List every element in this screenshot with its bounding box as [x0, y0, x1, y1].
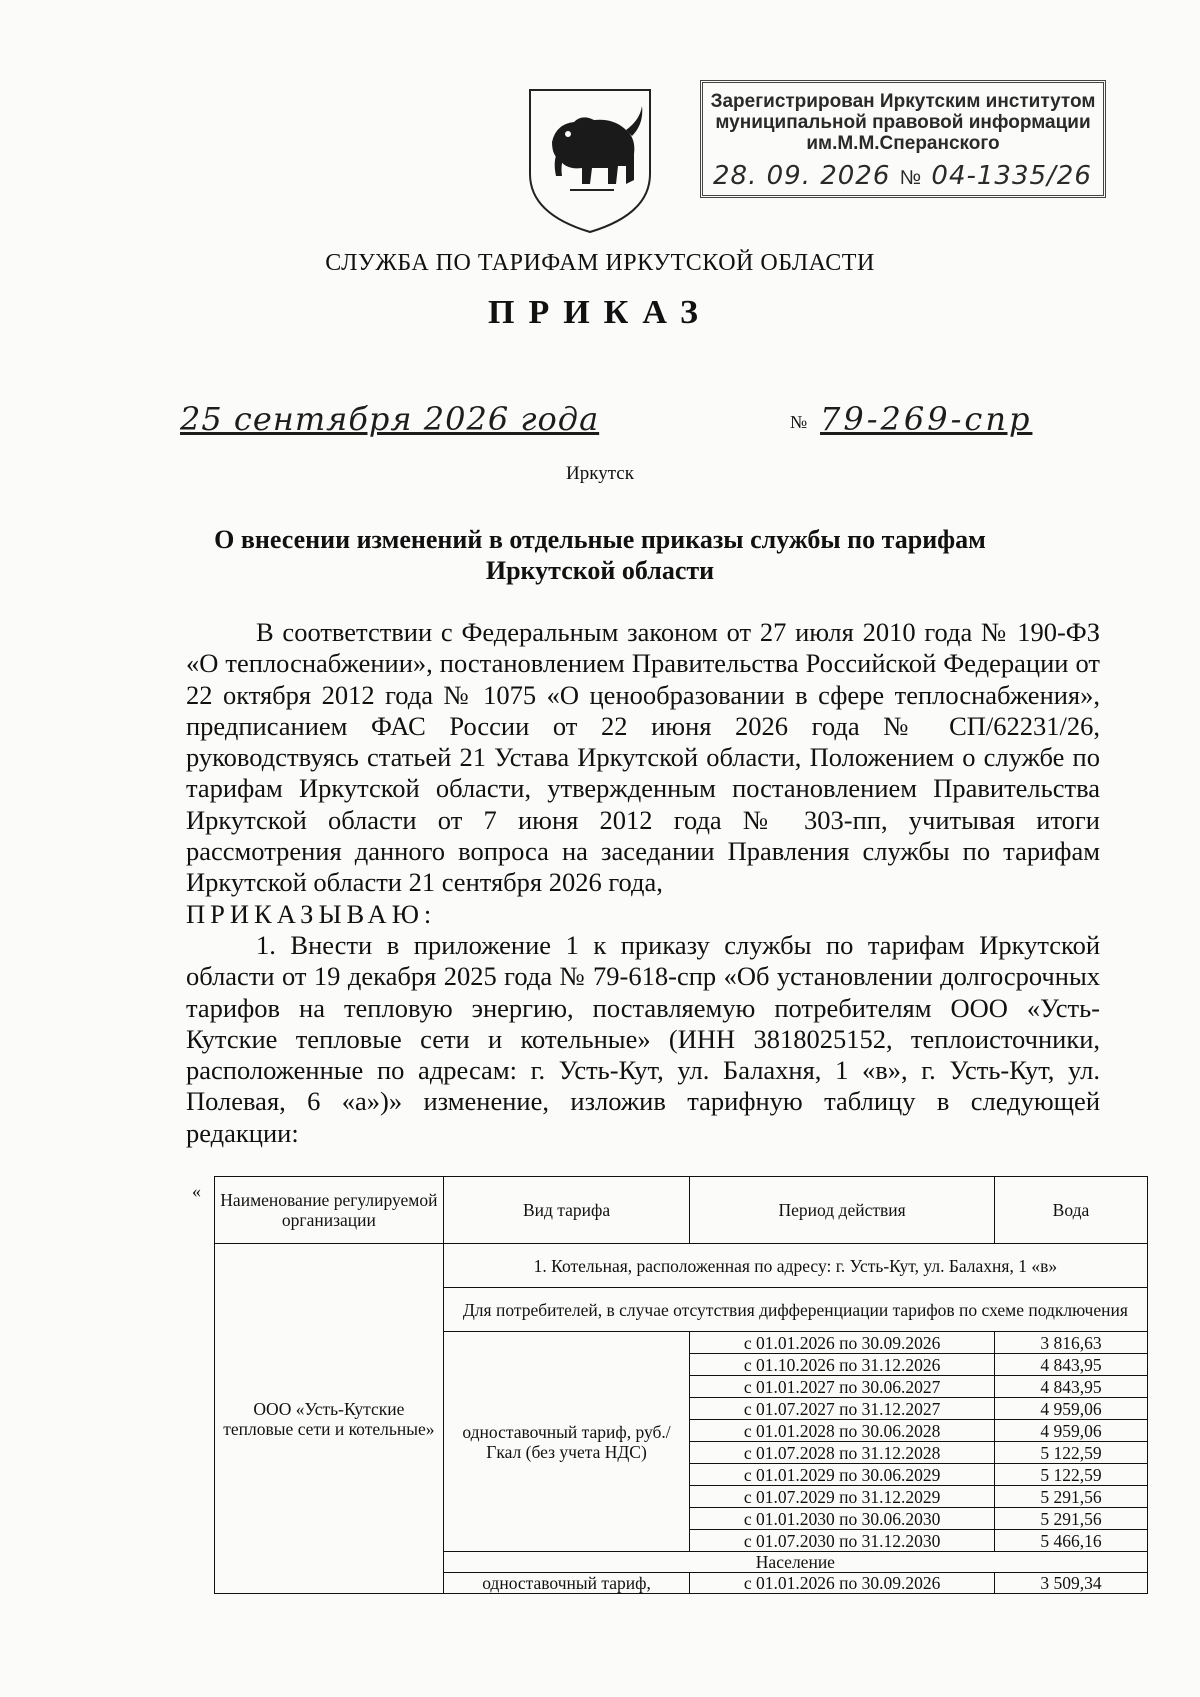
period-cell: с 01.07.2027 по 31.12.2027 [690, 1398, 995, 1420]
value-cell: 4 959,06 [994, 1420, 1147, 1442]
stamp-line-1: Зарегистрирован Иркутским институтом [710, 91, 1096, 112]
table-opening-quote: « [192, 1181, 201, 1201]
period-cell: с 01.10.2026 по 31.12.2026 [690, 1354, 995, 1376]
value-cell: 5 466,16 [994, 1530, 1147, 1552]
period-cell: с 01.07.2030 по 31.12.2030 [690, 1530, 995, 1552]
period-cell: с 01.01.2027 по 30.06.2027 [690, 1376, 995, 1398]
period-cell: с 01.07.2029 по 31.12.2029 [690, 1486, 995, 1508]
value-cell: 4 843,95 [994, 1376, 1147, 1398]
period-cell: с 01.01.2028 по 30.06.2028 [690, 1420, 995, 1442]
stamp-number: 04-1335/26 [931, 161, 1092, 191]
stamp-line-2: муниципальной правовой информации [715, 112, 1091, 133]
stamp-no-label: № [899, 167, 923, 189]
population-value: 3 509,34 [994, 1573, 1147, 1594]
issuing-authority: СЛУЖБА ПО ТАРИФАМ ИРКУТСКОЙ ОБЛАСТИ [325, 250, 875, 276]
prikazyvayu-line: ПРИКАЗЫВАЮ: [186, 898, 437, 929]
value-cell: 4 959,06 [994, 1398, 1147, 1420]
population-tariff-type: одноставочный тариф, [443, 1573, 690, 1594]
org-name-cell: ООО «Усть-Кутские тепловые сети и котельные» [215, 1244, 444, 1594]
header-period: Период действия [690, 1177, 995, 1244]
stamp-date: 28. 09. 2026 [713, 161, 891, 191]
item-1-paragraph: 1. Внести в приложение 1 к приказу службы по тарифам Иркутской области от 19 декабря 2025 года № 79-618-спр «Об установлении долгосрочных тарифов на тепловую энергию, поставляемую потребителям ООО «Усть-Кутские тепловые сети и котельные» (ИНН 3818025152, теплоисточники, расположенные по адресам: г. Усть-Кут, ул. Балахня, 1 «в», г. Усть-Кут, ул. Полевая, 6 «а»)» изменение, изложив тарифную таблицу в следующей редакции: [186, 929, 1100, 1148]
value-cell: 3 816,63 [994, 1332, 1147, 1354]
handwritten-order-date: 25 сентября 2026 года [180, 400, 600, 438]
value-cell: 4 843,95 [994, 1354, 1147, 1376]
value-cell: 5 122,59 [994, 1442, 1147, 1464]
period-cell: с 01.01.2030 по 30.06.2030 [690, 1508, 995, 1530]
value-cell: 5 122,59 [994, 1464, 1147, 1486]
period-cell: с 01.01.2029 по 30.06.2029 [690, 1464, 995, 1486]
value-cell: 5 291,56 [994, 1486, 1147, 1508]
stamp-registration-number [713, 161, 1097, 191]
preamble-paragraph: В соответствии с Федеральным законом от 27 июля 2010 года № 190-ФЗ «О теплоснабжении», постановлением Правительства Российской Федерации от 22 октября 2012 года № 1075 «О ценообразовании в сфере теплоснабжения», предписанием ФАС России от 22 июня 2026 года № СП/62231/26, руководствуясь статьей 21 Устава Иркутской области, Положением о службе по тарифам Иркутской области, утвержденным постановлением Правительства Иркутской области от 7 июня 2012 года № 303-пп, учитывая итоги рассмотрения данного вопроса на заседании Правления службы по тарифам Иркутской области 21 сентября 2026 года, [186, 617, 1100, 898]
order-title: О внесении изменений в отдельные приказы службы по тарифам Иркутской области [214, 525, 986, 585]
header-water: Вода [994, 1177, 1147, 1244]
stamp-line-3: им.М.М.Сперанского [806, 133, 1000, 154]
tariff-table [214, 1176, 1148, 1594]
registration-stamp [700, 80, 1106, 198]
coat-of-arms-emblem [522, 84, 658, 236]
handwritten-order-number: 79-269-спр [820, 400, 1033, 438]
table-header-row [215, 1177, 1148, 1244]
population-period: с 01.01.2026 по 30.09.2026 [690, 1573, 995, 1594]
value-cell: 5 291,56 [994, 1508, 1147, 1530]
table-row [215, 1244, 1148, 1288]
tariff-type-cell: одноставочный тариф, руб./Гкал (без учета НДС) [443, 1332, 690, 1552]
header-tariff-type: Вид тарифа [443, 1177, 690, 1244]
subsection-1-heading: Для потребителей, в случае отсутствия дифференциации тарифов по схеме подключения [443, 1288, 1147, 1332]
period-cell: с 01.07.2028 по 31.12.2028 [690, 1442, 995, 1464]
population-heading: Население [443, 1552, 1147, 1573]
section-1-heading: 1. Котельная, расположенная по адресу: г. Усть-Кут, ул. Балахня, 1 «в» [443, 1244, 1147, 1288]
header-org: Наименование регулируемой организации [215, 1177, 444, 1244]
document-type-heading: ПРИКАЗ [488, 294, 712, 331]
city-of-issue: Иркутск [566, 463, 634, 484]
period-cell: с 01.01.2026 по 30.09.2026 [690, 1332, 995, 1354]
order-number-label: № [790, 412, 808, 432]
order-body [186, 617, 1100, 1149]
